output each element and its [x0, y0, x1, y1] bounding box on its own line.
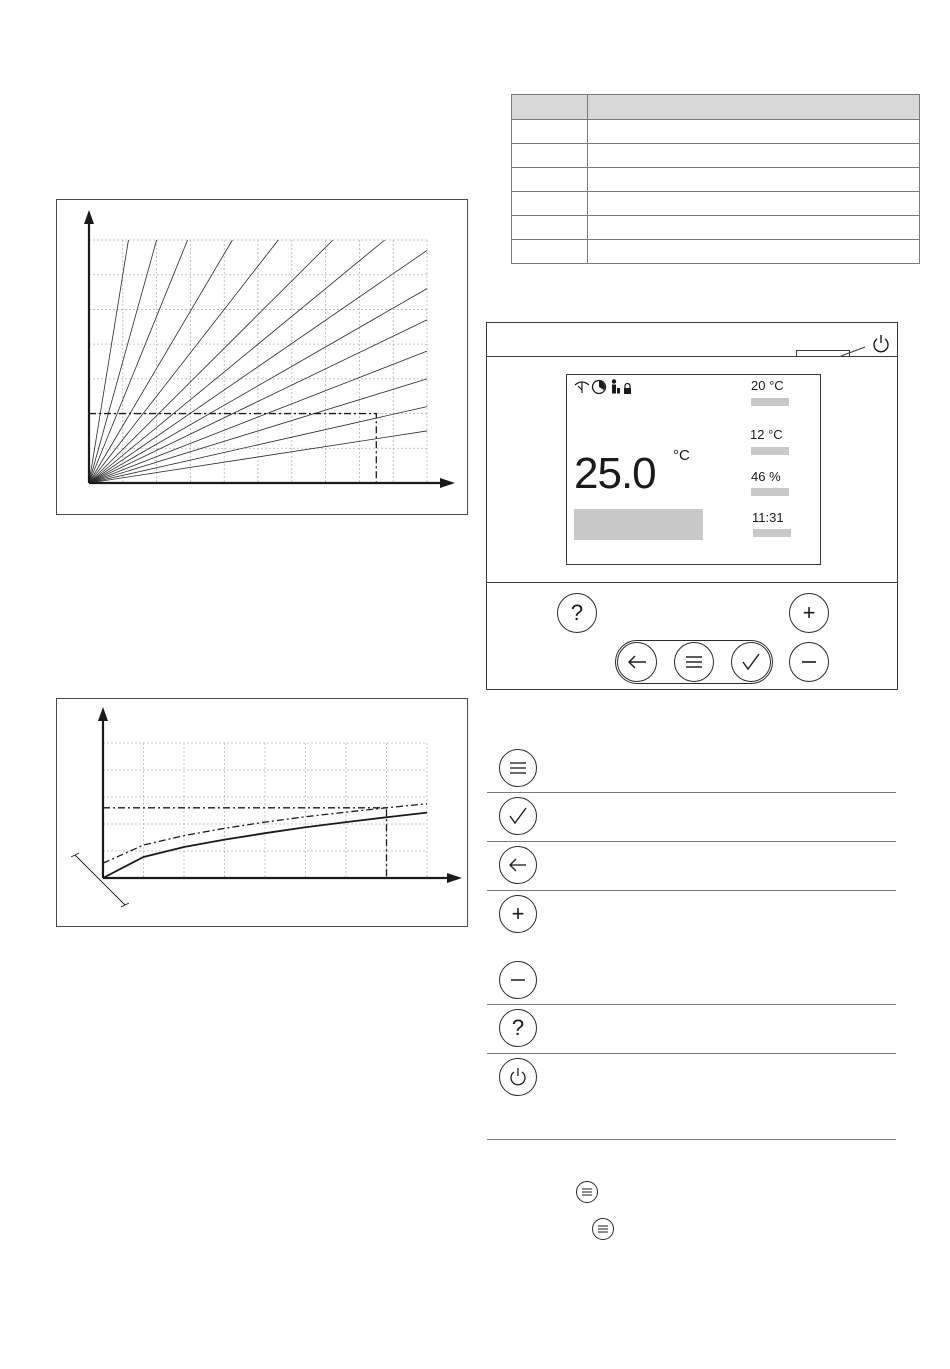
help-icon: ? [570, 600, 584, 625]
key-list-separator [487, 1053, 896, 1054]
power-icon [507, 1066, 529, 1088]
check-icon [508, 807, 528, 825]
key-list-separator [487, 890, 896, 891]
fan-icon [575, 382, 589, 393]
heating-curve-line [89, 240, 188, 483]
plus-icon: + [802, 600, 816, 625]
inline-menu-icon [576, 1181, 598, 1203]
help-icon: ? [511, 1015, 525, 1040]
back-arrow-icon [627, 655, 647, 669]
menu-icon [582, 1188, 592, 1196]
heating-curves-figure [56, 199, 468, 515]
minus-icon [510, 978, 526, 982]
status-icons [573, 378, 643, 396]
menu-button[interactable] [674, 642, 714, 682]
heating-curves-chart [57, 200, 467, 514]
inline-menu-icon [592, 1218, 614, 1240]
display-screen [566, 374, 821, 565]
offset-axis-tick [71, 853, 79, 857]
readout-bar [753, 529, 791, 537]
table-row [512, 192, 920, 216]
plus-icon: + [511, 901, 525, 926]
check-icon [741, 653, 761, 671]
confirm-button[interactable] [731, 642, 771, 682]
power-icon [870, 333, 892, 355]
table-row [512, 168, 920, 192]
back-arrow-icon [508, 858, 528, 872]
key-list-separator [487, 792, 896, 793]
back-button[interactable] [617, 642, 657, 682]
readout-outdoor-temperature: 12 °C [750, 427, 783, 442]
table-header-row [512, 95, 920, 120]
key-list-separator [487, 841, 896, 842]
key-power [499, 1058, 537, 1096]
lock-icon [624, 384, 631, 395]
key-minus [499, 961, 537, 999]
clock-icon [593, 381, 606, 394]
menu-icon [509, 761, 527, 775]
table-row [512, 120, 920, 144]
readout-time: 11:31 [752, 510, 784, 525]
menu-icon [598, 1225, 608, 1233]
reference-dash-line [103, 808, 387, 878]
main-temperature-unit: °C [673, 447, 690, 464]
key-back [499, 846, 537, 884]
x-axis-arrow [440, 478, 455, 488]
person-icon [612, 379, 620, 393]
y-axis-arrow [84, 210, 94, 224]
key-menu [499, 749, 537, 787]
minus-button[interactable] [789, 642, 829, 682]
key-confirm [499, 797, 537, 835]
status-text-area [574, 509, 703, 540]
power-button[interactable] [870, 333, 892, 355]
control-unit-panel [486, 322, 898, 690]
readout-bar [751, 488, 789, 496]
offset-axis-tick [121, 903, 129, 907]
x-axis-arrow [447, 873, 462, 883]
key-list-separator [487, 1139, 896, 1140]
power-leader-line [487, 323, 897, 363]
offset-axis-line [75, 855, 125, 905]
legend-table [511, 94, 920, 264]
curve-offset-figure [56, 698, 468, 927]
plus-button[interactable] [789, 593, 829, 633]
help-button[interactable] [557, 593, 597, 633]
minus-icon [801, 660, 817, 664]
panel-divider [487, 582, 897, 583]
key-plus [499, 895, 537, 933]
table-row [512, 240, 920, 264]
curve-offset-chart [57, 699, 467, 926]
readout-room-temperature: 20 °C [751, 378, 784, 393]
key-help [499, 1009, 537, 1047]
readout-bar [751, 447, 789, 455]
readout-bar [751, 398, 789, 406]
main-temperature: 25.0 [574, 449, 656, 498]
menu-icon [684, 655, 704, 669]
readout-humidity: 46 % [751, 469, 781, 484]
table-row [512, 144, 920, 168]
key-list-separator [487, 1004, 896, 1005]
y-axis-arrow [98, 707, 108, 721]
table-row [512, 216, 920, 240]
